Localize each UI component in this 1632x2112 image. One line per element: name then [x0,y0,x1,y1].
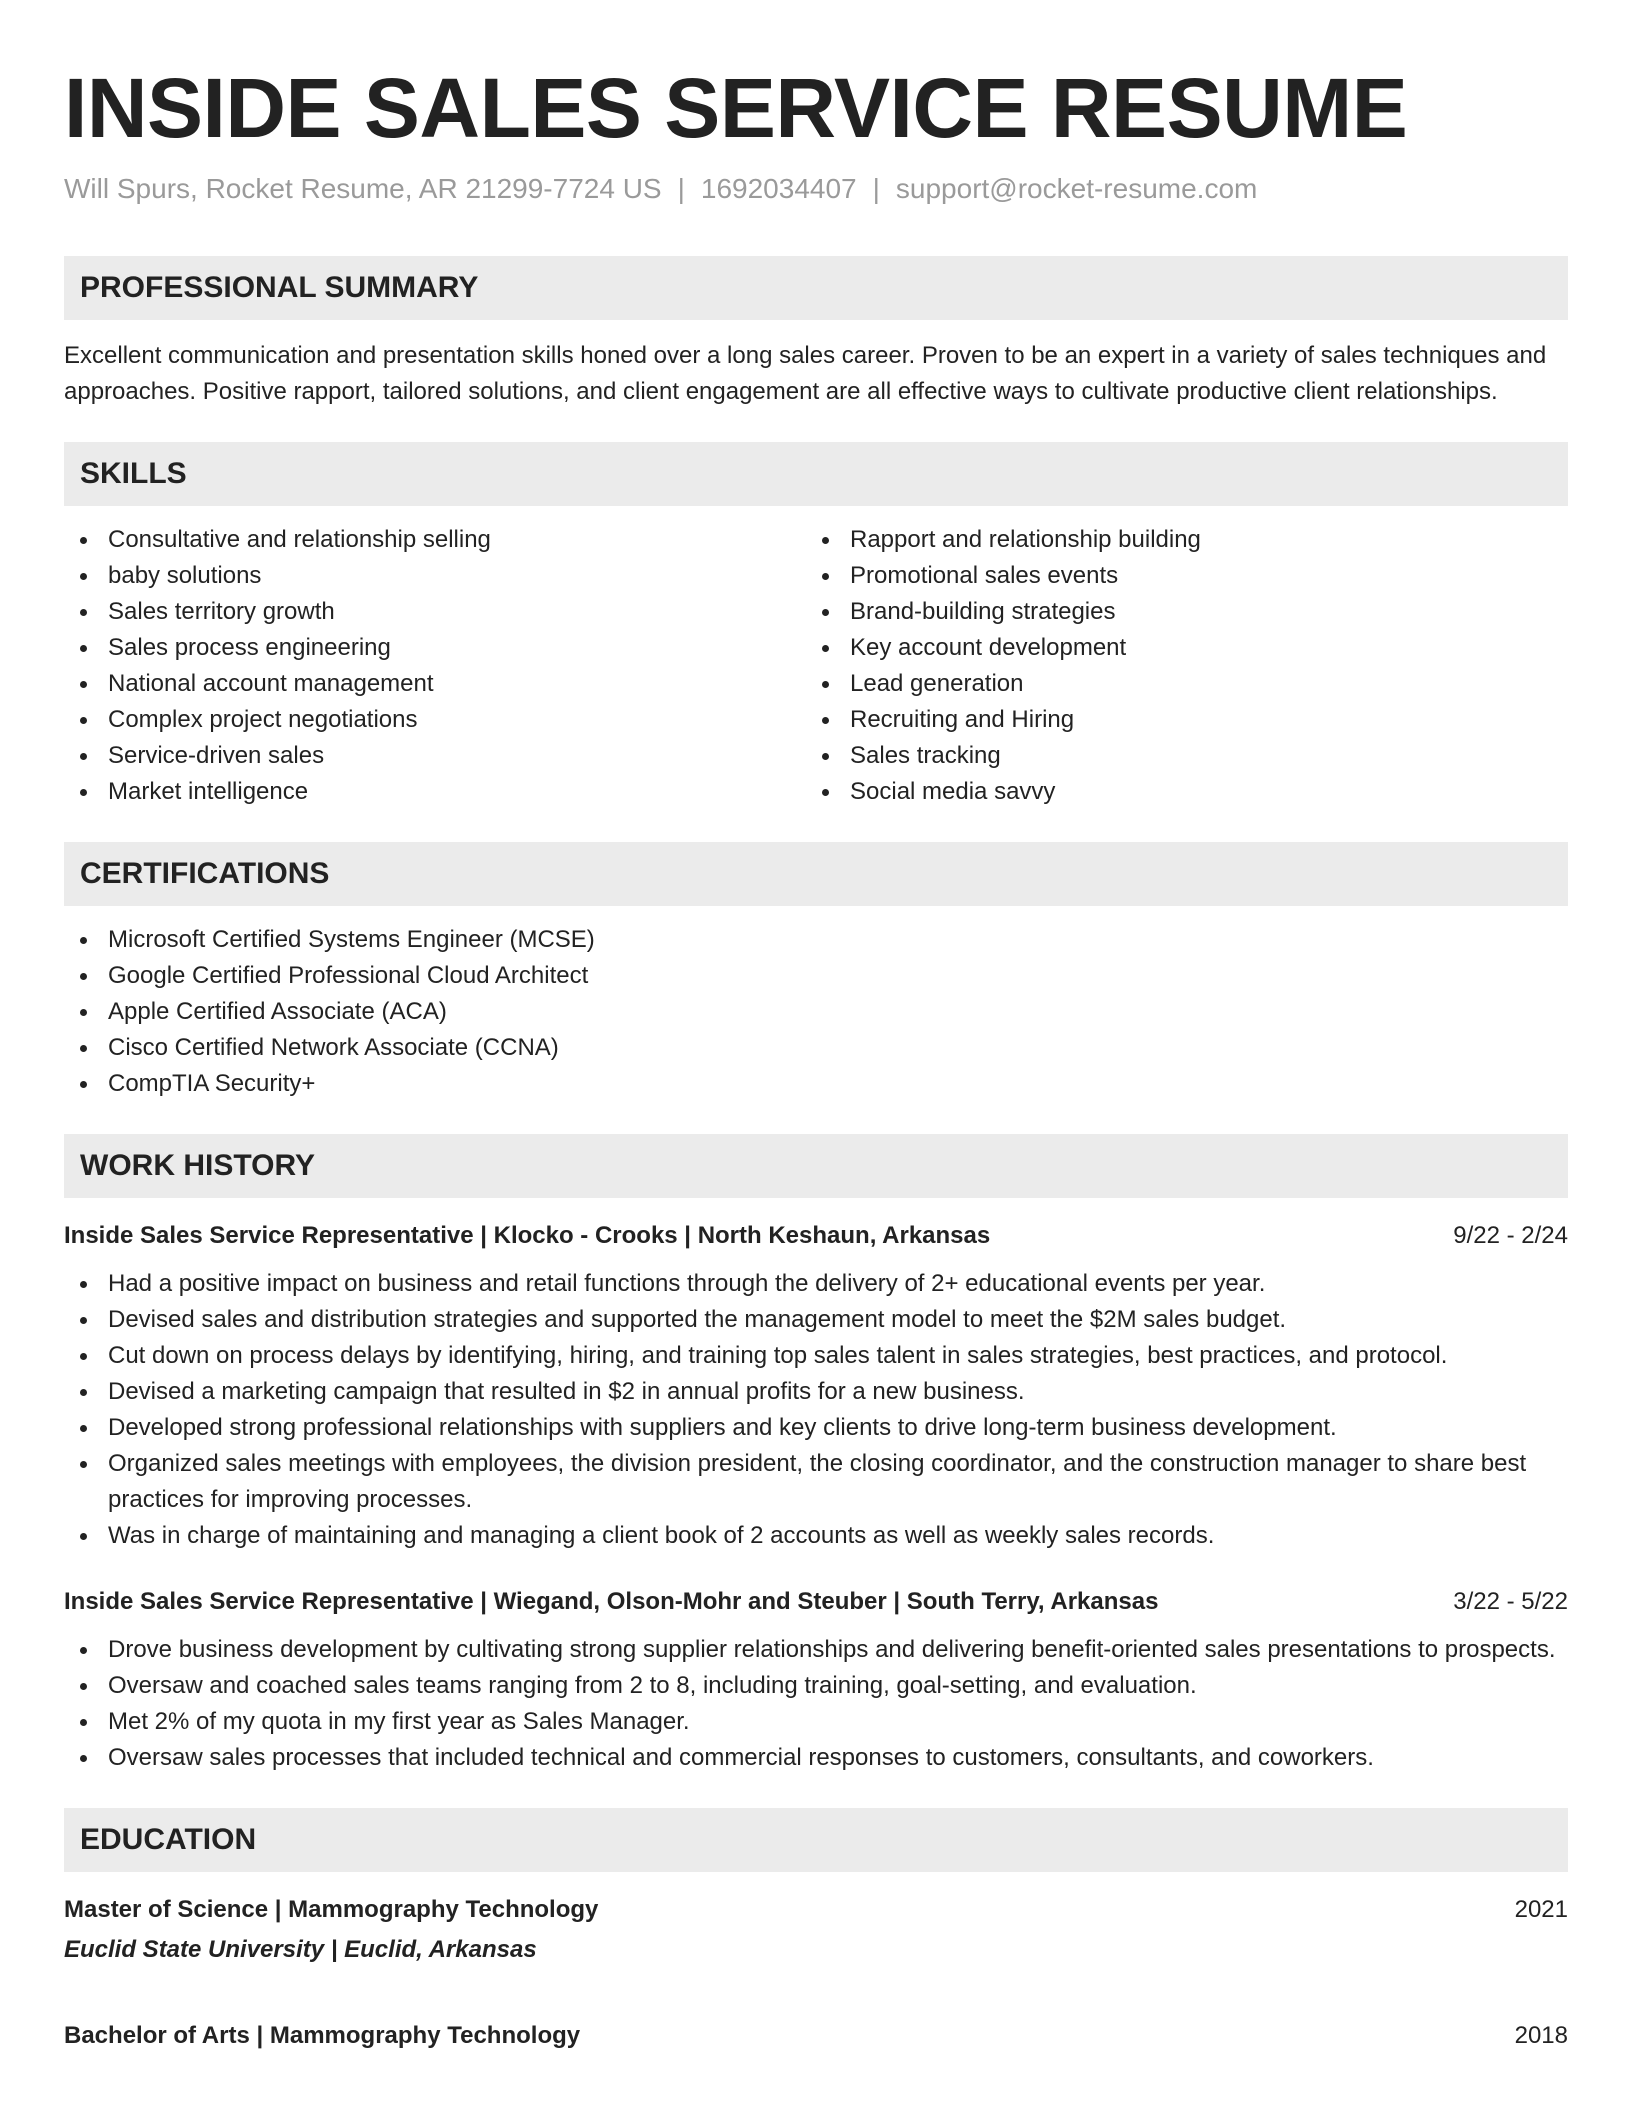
list-item: Drove business development by cultivating strong supplier relationships and delivering benefit-oriented sales presentations to prospects. [64,1632,1568,1668]
certifications-list [64,922,1568,1102]
contact-line [64,172,1568,206]
skills-list-right [806,522,1568,810]
list-item: Developed strong professional relationships with suppliers and key clients to drive long-term business development. [64,1410,1568,1446]
list-item: Service-driven sales [64,738,806,774]
list-item: National account management [64,666,806,702]
job-dates: 9/22 - 2/24 [1453,1221,1568,1249]
list-item: Met 2% of my quota in my first year as Sales Manager. [64,1704,1568,1740]
list-item: baby solutions [64,558,806,594]
section-heading-skills: SKILLS [64,442,1568,506]
list-item: Oversaw sales processes that included technical and commercial responses to customers, consultants, and coworkers. [64,1740,1568,1776]
contact-separator: | [677,173,685,204]
job-bullets [64,1266,1568,1554]
list-item: Organized sales meetings with employees, the division president, the closing coordinator, and the construction manager to share best practices for improving processes. [64,1446,1568,1518]
education-school: Euclid State University | Euclid, Arkansas [64,1935,537,1963]
list-item: Sales territory growth [64,594,806,630]
list-item: Brand-building strategies [806,594,1568,630]
list-item: Cut down on process delays by identifying, hiring, and training top sales talent in sales strategies, best practices, and protocol. [64,1338,1568,1374]
list-item: Microsoft Certified Systems Engineer (MCSE) [64,922,1568,958]
skills-columns [64,506,1568,810]
education-entry [64,1892,1568,1968]
job-entry [64,1584,1568,1776]
list-item: Key account development [806,630,1568,666]
education-degree: Bachelor of Arts | Mammography Technology [64,2021,581,2049]
list-item: Complex project negotiations [64,702,806,738]
section-heading-education: EDUCATION [64,1808,1568,1872]
list-item: Devised a marketing campaign that resulted in $2 in annual profits for a new business. [64,1374,1568,1410]
list-item: Recruiting and Hiring [806,702,1568,738]
list-item: Google Certified Professional Cloud Architect [64,958,1568,994]
resume-title: INSIDE SALES SERVICE RESUME [64,61,1408,155]
list-item: Sales process engineering [64,630,806,666]
list-item: Apple Certified Associate (ACA) [64,994,1568,1030]
list-item: Social media savvy [806,774,1568,810]
section-heading-summary: PROFESSIONAL SUMMARY [64,256,1568,320]
list-item: Consultative and relationship selling [64,522,806,558]
contact-address: Will Spurs, Rocket Resume, AR 21299-7724 US [64,173,662,204]
education-year: 2018 [1514,2021,1568,2049]
list-item: Lead generation [806,666,1568,702]
contact-separator: | [872,173,880,204]
list-item: Devised sales and distribution strategies and supported the management model to meet the $2M sales budget. [64,1302,1568,1338]
list-item: Oversaw and coached sales teams ranging from 2 to 8, including training, goal-setting, and evaluation. [64,1668,1568,1704]
education-entry [64,2018,1568,2054]
job-dates: 3/22 - 5/22 [1453,1587,1568,1615]
list-item: CompTIA Security+ [64,1066,1568,1102]
job-title: Inside Sales Service Representative | Klocko - Crooks | North Keshaun, Arkansas [64,1221,991,1249]
section-heading-certifications: CERTIFICATIONS [64,842,1568,906]
contact-phone: 1692034407 [700,173,857,204]
skills-list-left [64,522,806,810]
list-item: Was in charge of maintaining and managing a client book of 2 accounts as well as weekly sales records. [64,1518,1568,1554]
education-header [64,2018,1568,2054]
education-degree: Master of Science | Mammography Technology [64,1895,599,1923]
section-heading-work-history: WORK HISTORY [64,1134,1568,1198]
education-year: 2021 [1514,1895,1568,1923]
list-item: Promotional sales events [806,558,1568,594]
summary-text: Excellent communication and presentation skills honed over a long sales career. Proven to be an expert in a variety of sales techniques and approaches. Positive rapport, tailored solutions, and client engagement are all effective ways to cultivate productive client relationships. [64,341,1547,405]
job-header [64,1584,1568,1620]
list-item: Rapport and relationship building [806,522,1568,558]
education-header [64,1892,1568,1928]
contact-email[interactable]: support@rocket-resume.com [895,173,1258,204]
job-title: Inside Sales Service Representative | Wiegand, Olson-Mohr and Steuber | South Terry, Arkansas [64,1587,1159,1615]
list-item: Had a positive impact on business and retail functions through the delivery of 2+ educational events per year. [64,1266,1568,1302]
job-header [64,1218,1568,1254]
job-bullets [64,1632,1568,1776]
list-item: Sales tracking [806,738,1568,774]
job-entry [64,1218,1568,1554]
list-item: Market intelligence [64,774,806,810]
list-item: Cisco Certified Network Associate (CCNA) [64,1030,1568,1066]
